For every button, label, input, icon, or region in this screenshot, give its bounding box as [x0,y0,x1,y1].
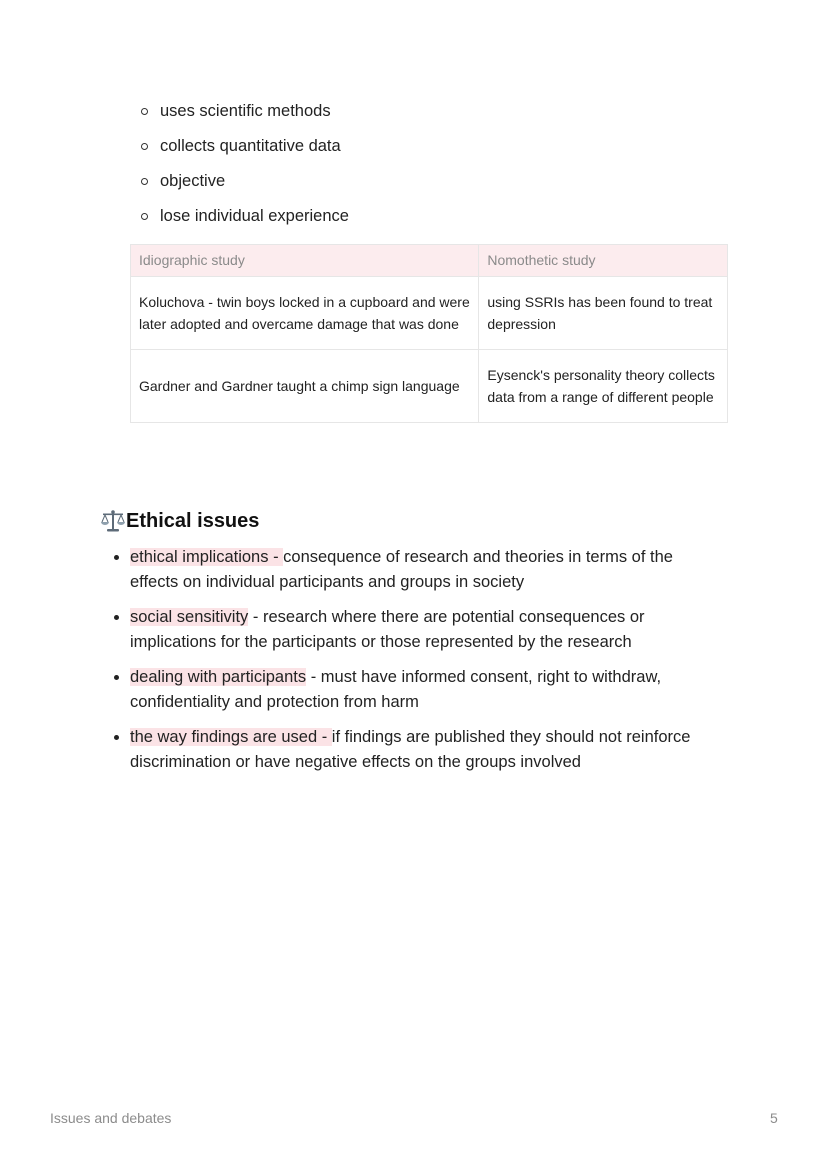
table-header-nomothetic: Nomothetic study [479,245,728,277]
balance-scale-icon [100,509,126,533]
section-title: Ethical issues [126,509,260,532]
table-row [131,277,728,350]
footer-title: Issues and debates [50,1110,172,1126]
term-highlight: social sensitivity [130,608,249,626]
table-row [131,350,728,423]
term-highlight: ethical implications - [130,548,284,566]
term-description: research where there are potential consequences or implications for the participants or those represented by the research [130,608,645,651]
term-description: must have informed consent, right to withdraw, confidentiality and protection from harm [130,668,662,711]
term-description: consequence of research and theories in terms of the effects on individual participants and groups in society [130,548,673,591]
list-item: uses scientific methods [140,100,349,135]
table-cell: Eysenck's personality theory collects data from a range of different people [479,350,728,423]
section-heading [100,509,259,533]
list-item [110,545,710,595]
list-item: collects quantitative data [140,135,349,170]
list-item: dealing with participants - must have informed consent, right to withdraw, confidentiality and protection from harm [110,665,710,715]
comparison-table [130,244,728,423]
table-cell: Koluchova - twin boys locked in a cupboard and were later adopted and overcame damage that was done [131,277,479,350]
list-item: lose individual experience [140,205,349,240]
sub-bullet-list [140,100,349,240]
term-description: if findings are published they should not reinforce discrimination or have negative effects on the groups involved [130,728,691,771]
page-number: 5 [770,1110,778,1126]
list-item [110,725,710,775]
term-highlight: the way findings are used - [130,728,332,746]
term-highlight: dealing with participants [130,668,307,686]
table-header-row [131,245,728,277]
ethical-issues-list [110,545,710,785]
list-item: objective [140,170,349,205]
table-header-idiographic: Idiographic study [131,245,479,277]
list-item: social sensitivity - research where there are potential consequences or implications for the participants or those represented by the research [110,605,710,655]
table-cell: using SSRIs has been found to treat depression [479,277,728,350]
table-cell: Gardner and Gardner taught a chimp sign language [131,350,479,423]
